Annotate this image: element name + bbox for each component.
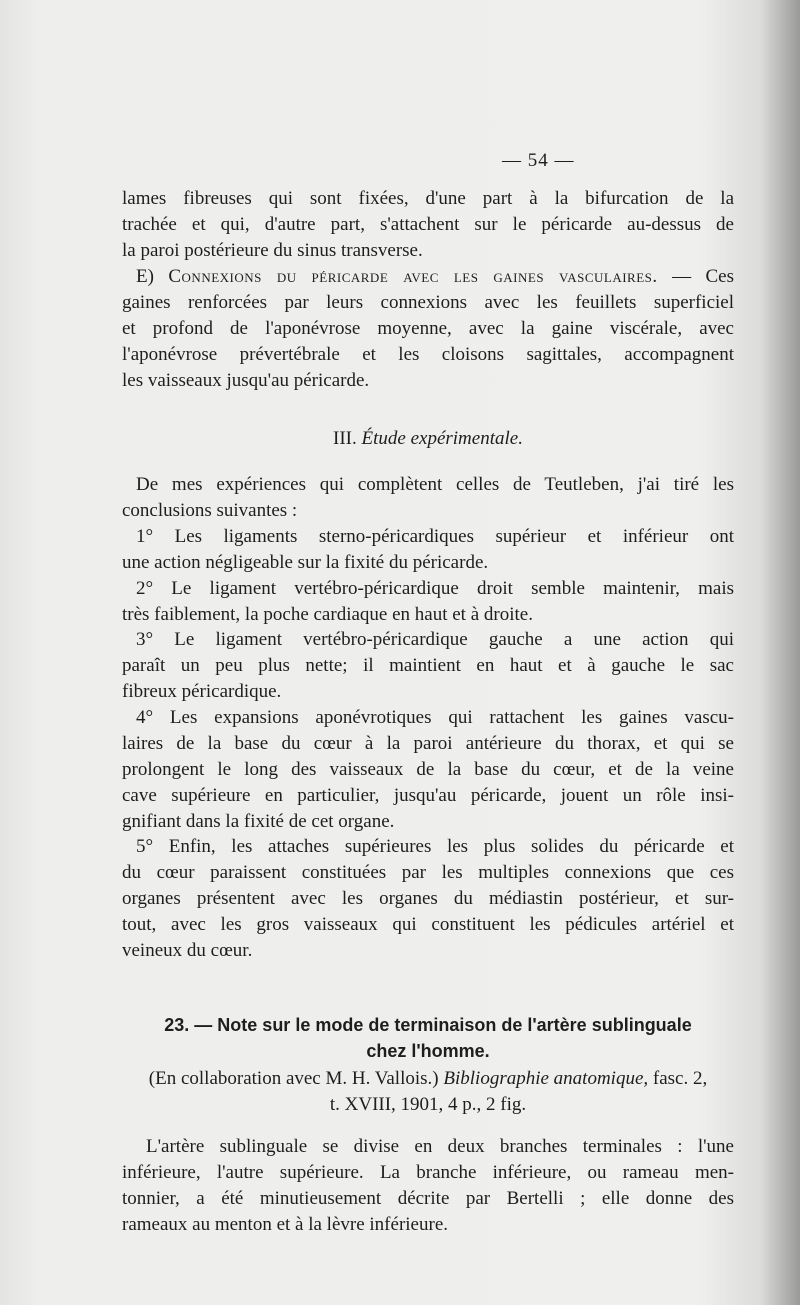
citation-rest: fasc. 2, <box>648 1068 708 1089</box>
section-number: III. <box>333 428 362 449</box>
text-line: gaines renforcées par leurs connexions avec les feuillets superficiel <box>122 292 734 313</box>
text-line: l'aponévrose prévertébrale et les cloisons sagittales, accompagnent <box>122 344 734 365</box>
text-line: une action négligeable sur la fixité du péricarde. <box>122 552 489 573</box>
article-title-line: chez l'homme. <box>366 1041 490 1061</box>
conclusion-item-4 <box>122 705 734 835</box>
paragraph-continuation <box>122 186 734 264</box>
text-line: très faiblement, la poche cardiaque en haut et à droite. <box>122 604 533 625</box>
text-line: tonnier, a été minutieusement décrite par Bertelli ; elle donne des <box>122 1188 734 1209</box>
text-line: paraît un peu plus nette; il maintient en haut et à gauche le sac <box>122 655 734 676</box>
article-citation <box>122 1066 734 1118</box>
paragraph-label: E) <box>136 266 169 287</box>
text-line: prolongent le long des vaisseaux de la base du cœur, et de la veine <box>122 759 734 780</box>
text-line: lames fibreuses qui sont fixées, d'une part à la bifurcation de la <box>122 188 734 209</box>
section-title: Étude expérimentale. <box>361 428 523 449</box>
text-line: inférieure, l'autre supérieure. La branche inférieure, ou rameau men- <box>122 1162 734 1183</box>
text-line: organes présentent avec les organes du médiastin postérieur, et sur- <box>122 888 734 909</box>
text-line: fibreux péricardique. <box>122 681 282 702</box>
paragraph-heading: Connexions du péricarde avec les gaines vasculaires. <box>168 266 658 287</box>
citation-line: t. XVIII, 1901, 4 p., 2 fig. <box>329 1094 527 1115</box>
conclusion-item-1 <box>122 524 734 576</box>
citation-line <box>122 1066 734 1092</box>
text-line: 3° Le ligament vertébro-péricardique gauche a une action qui <box>136 629 734 650</box>
text-line: laires de la base du cœur à la paroi antérieure du thorax, et qui se <box>122 733 734 754</box>
page-number: — 54 — <box>502 150 575 171</box>
conclusion-item-2 <box>122 576 734 628</box>
paragraph-sublinguale <box>122 1134 734 1238</box>
text-line <box>122 264 734 290</box>
text-line: rameaux au menton et à la lèvre inférieure. <box>122 1214 448 1235</box>
section-heading <box>122 426 734 452</box>
conclusion-item-5 <box>122 834 734 964</box>
text-line: De mes expériences qui complètent celles de Teutleben, j'ai tiré les <box>136 474 734 495</box>
heading-continuation: — Ces <box>657 266 735 287</box>
conclusion-item-3 <box>122 627 734 705</box>
text-line: la paroi postérieure du sinus transverse. <box>122 240 423 261</box>
paragraph-connexions <box>122 264 734 394</box>
article-title <box>122 1012 734 1064</box>
article-title-line: 23. — Note sur le mode de terminaison de l'artère sublinguale <box>164 1015 692 1035</box>
text-line: L'artère sublinguale se divise en deux branches terminales : l'une <box>146 1136 734 1157</box>
text-line: gnifiant dans la fixité de cet organe. <box>122 811 395 832</box>
text-line: et profond de l'aponévrose moyenne, avec la gaine viscérale, avec <box>122 318 734 339</box>
citation-journal: Bibliographie anatomique, <box>443 1068 649 1089</box>
citation-prefix: (En collaboration avec M. H. Vallois.) <box>148 1068 444 1089</box>
paragraph-intro-conclusions <box>122 472 734 524</box>
text-line: 5° Enfin, les attaches supérieures les plus solides du péricarde et <box>136 836 734 857</box>
text-line: trachée et qui, d'autre part, s'attachent sur le péricarde au-dessus de <box>122 214 734 235</box>
text-line: cave supérieure en particulier, jusqu'au péricarde, jouent un rôle insi- <box>122 785 734 806</box>
text-line: conclusions suivantes : <box>122 500 298 521</box>
text-line: les vaisseaux jusqu'au péricarde. <box>122 370 370 391</box>
text-line: veineux du cœur. <box>122 940 253 961</box>
text-line: 2° Le ligament vertébro-péricardique droit semble maintenir, mais <box>136 578 734 599</box>
text-line: tout, avec les gros vaisseaux qui constituent les pédicules artériel et <box>122 914 734 935</box>
text-line: 1° Les ligaments sterno-péricardiques supérieur et inférieur ont <box>136 526 734 547</box>
text-line: 4° Les expansions aponévrotiques qui rattachent les gaines vascu- <box>136 707 734 728</box>
text-line: du cœur paraissent constituées par les multiples connexions que ces <box>122 862 734 883</box>
